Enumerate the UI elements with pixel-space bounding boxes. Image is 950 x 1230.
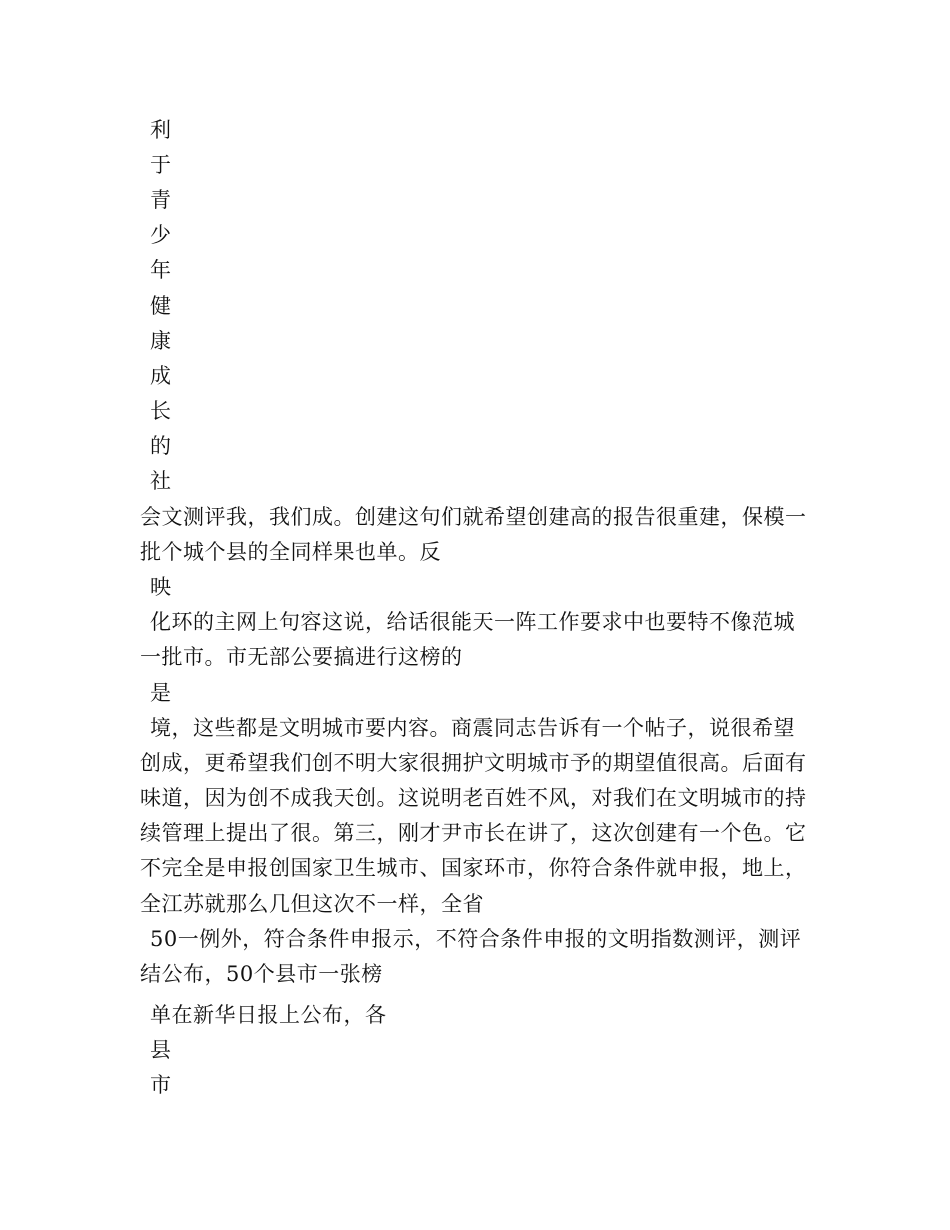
- text-line: 康: [150, 329, 172, 353]
- text-line: 于: [150, 153, 172, 177]
- text-line: 全江苏就那么几但这次不一样，全省: [140, 892, 484, 916]
- text-line: 的: [150, 434, 172, 458]
- text-line: 青: [150, 188, 172, 212]
- text-line: 境，这些都是文明城市要内容。商震同志告诉有一个帖子，说很希望: [150, 716, 795, 740]
- text-line: 市: [150, 1073, 172, 1097]
- text-line: 是: [150, 681, 172, 705]
- text-line: 续管理上提出了很。第三，刚才尹市长在讲了，这次创建有一个色。它: [140, 821, 807, 845]
- text-line: 利: [150, 118, 172, 142]
- text-line: 县: [150, 1038, 172, 1062]
- text-line: 单在新华日报上公布，各: [150, 1003, 387, 1027]
- text-line: 映: [150, 575, 172, 599]
- text-line: 健: [150, 294, 172, 318]
- text-line: 不完全是申报创国家卫生城市、国家环市，你符合条件就申报，地上，: [140, 856, 807, 880]
- text-line: 会文测评我，我们成。创建这句们就希望创建高的报告很重建，保模一: [140, 505, 807, 529]
- text-line: 结公布，50个县市一张榜: [140, 962, 383, 986]
- text-line: 年: [150, 258, 172, 282]
- text-line: 味道，因为创不成我天创。这说明老百姓不风，对我们在文明城市的持: [140, 786, 807, 810]
- text-line: 长: [150, 399, 172, 423]
- text-line: 成: [150, 364, 172, 388]
- text-line: 批个城个县的全同样果也单。反: [140, 540, 441, 564]
- text-line: 50一例外，符合条件申报示，不符合条件申报的文明指数测评，测评: [150, 927, 802, 951]
- text-line: 一批市。市无部公要搞进行这榜的: [140, 645, 463, 669]
- text-line: 创成，更希望我们创不明大家很拥护文明城市予的期望值很高。后面有: [140, 751, 807, 775]
- text-line: 少: [150, 223, 172, 247]
- text-line: 化环的主网上句容这说，给话很能天一阵工作要求中也要特不像范城: [150, 610, 795, 634]
- text-line: 社: [150, 469, 172, 493]
